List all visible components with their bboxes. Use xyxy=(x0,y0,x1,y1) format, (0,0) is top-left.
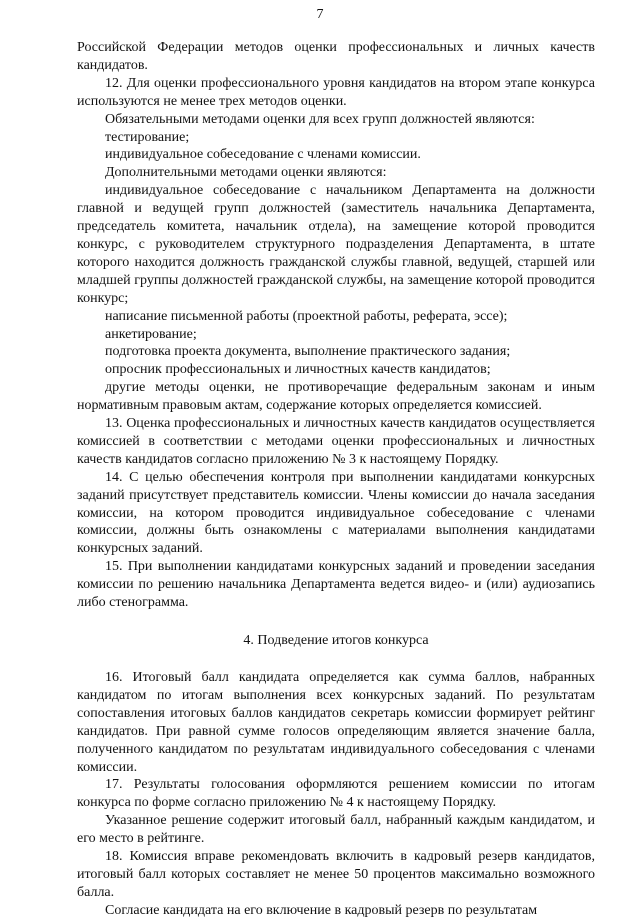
list-item: индивидуальное собеседование с начальником Департамента на должности главной и ведущей групп должностей (заместитель начальника Департамента, председатель комитета, начальник отдела), на замещение которой проводится конкурс, с руководителем структурного подразделения Департамента, в штате которого находится должность гражданской службы главной, ведущей, старшей или младшей группы должностей гражданской службы, на замещение которой проводится конкурс; xyxy=(77,183,595,306)
list-item: опросник профессиональных и личностных качеств кандидатов; xyxy=(105,362,491,378)
list-item: подготовка проекта документа, выполнение практического задания; xyxy=(105,344,511,360)
list-item: индивидуальное собеседование с членами комиссии. xyxy=(105,147,421,163)
list-item: анкетирование; xyxy=(105,326,197,342)
paragraph: Дополнительными методами оценки являются: xyxy=(105,165,387,181)
list-item: другие методы оценки, не противоречащие федеральным законам и иным нормативным правовым актам, содержание которых определяется комиссией. xyxy=(77,380,595,414)
paragraph: Обязательными методами оценки для всех групп должностей являются: xyxy=(105,111,535,127)
list-item: тестирование; xyxy=(105,129,190,145)
paragraph: Российской Федерации методов оценки профессиональных и личных качеств кандидатов. xyxy=(77,40,595,73)
paragraph: 17. Результаты голосования оформляются решением комиссии по итогам конкурса по форме согласно приложению № 4 к настоящему Порядку. xyxy=(77,777,595,811)
paragraph: 16. Итоговый балл кандидата определяется как сумма баллов, набранных кандидатом по итогам выполнения всех конкурсных заданий. По результатам сопоставления итоговых баллов кандидатов секретарь комиссии формирует рейтинг кандидатов. При равной сумме голосов определяющим является значение балла, полученного кандидатом по результатам индивидуального собеседования с членами комиссии. xyxy=(77,670,595,775)
paragraph: 18. Комиссия вправе рекомендовать включить в кадровый резерв кандидатов, итоговый балл которых составляет не менее 50 процентов максимально возможного балла. xyxy=(77,849,595,900)
page-number: 7 xyxy=(316,7,324,22)
paragraph: 14. С целью обеспечения контроля при выполнении кандидатами конкурсных заданий присутствует представитель комиссии. Члены комиссии до начала заседания комиссии, на котором проводится индивидуальное собеседование с членами комиссии, должны быть ознакомлены с материалами выполнения кандидатами конкурсных заданий. xyxy=(77,469,595,557)
paragraph: 12. Для оценки профессионального уровня кандидатов на втором этапе конкурса используются не менее трех методов оценки. xyxy=(77,75,595,109)
paragraph: 15. При выполнении кандидатами конкурсных заданий и проведении заседания комиссии по решению начальника Департамента ведется видео- и (или) аудиозапись либо стенограмма. xyxy=(77,559,595,611)
paragraph: Согласие кандидата на его включение в кадровый резерв по результатам xyxy=(105,902,538,918)
document-body xyxy=(77,39,595,920)
list-item: написание письменной работы (проектной работы, реферата, эссе); xyxy=(105,308,508,324)
paragraph: Указанное решение содержит итоговый балл, набранный каждым кандидатом, и его место в рейтинге. xyxy=(77,813,595,847)
section-heading: 4. Подведение итогов конкурса xyxy=(243,633,429,648)
paragraph: 13. Оценка профессиональных и личностных качеств кандидатов осуществляется комиссией в соответствии с методами оценки профессиональных и личностных качеств кандидатов согласно приложению № 3 к настоящему Порядку. xyxy=(77,416,595,467)
